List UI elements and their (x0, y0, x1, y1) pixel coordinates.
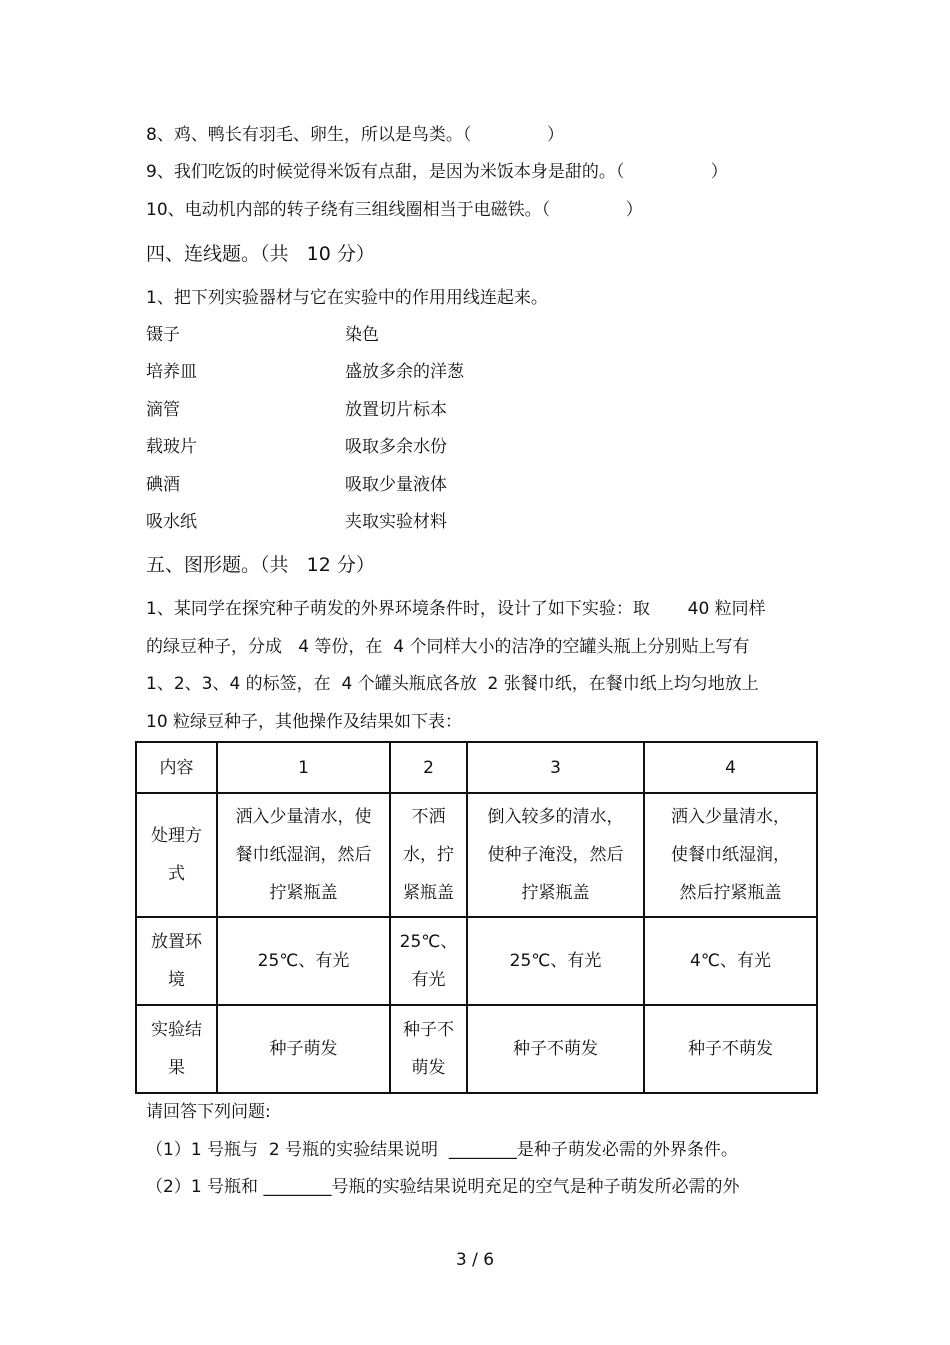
section5-intro-line: 1、某同学在探究种子萌发的外界环境条件时，设计了如下实验：取 40 粒同样 (146, 599, 766, 619)
cell-line: 处理方 (151, 826, 202, 846)
cell-line: 萌发 (411, 1058, 446, 1078)
header-cell: 4 (644, 742, 817, 793)
tool-item: 吸水纸 (146, 512, 197, 532)
tool-item: 镊子 (146, 325, 180, 345)
cell-line: 使餐巾纸湿润， (671, 845, 790, 865)
tool-item: 培养皿 (146, 362, 197, 382)
table-cell (136, 793, 217, 917)
cell-line: 有光 (411, 970, 446, 990)
cell-line: 拧紧瓶盖 (269, 883, 338, 903)
table-cell (644, 917, 817, 1005)
cell-line: 种子萌发 (269, 1039, 338, 1059)
header-cell: 1 (217, 742, 390, 793)
answer-prompt: 请回答下列问题: (146, 1102, 271, 1122)
question-2: （2）1 号瓶和 ________号瓶的实验结果说明充足的空气是种子萌发所必需的外 (146, 1177, 740, 1197)
judge-item-9: 9、我们吃饭的时候觉得米饭有点甜，是因为米饭本身是甜的。（ ） (146, 162, 728, 182)
section4-question: 1、把下列实验器材与它在实验中的作用用线连起来。 (146, 288, 548, 308)
table-cell (390, 1005, 467, 1093)
table-cell (644, 1005, 817, 1093)
use-item: 放置切片标本 (345, 400, 447, 420)
section5-intro-line: 的绿豆种子，分成 4 等份，在 4 个同样大小的洁净的空罐头瓶上分别贴上写有 (146, 637, 750, 657)
cell-line: 式 (168, 864, 185, 884)
tool-item: 碘酒 (146, 475, 180, 495)
use-item: 染色 (345, 325, 379, 345)
table-cell (467, 793, 644, 917)
cell-line: 实验结 (151, 1020, 202, 1040)
section5-heading: 五、图形题。（共 12 分） (146, 554, 375, 576)
table-cell (217, 1005, 390, 1093)
cell-line: 拧紧瓶盖 (521, 883, 590, 903)
table-cell (390, 793, 467, 917)
use-item: 吸取少量液体 (345, 475, 447, 495)
tool-item: 滴管 (146, 400, 180, 420)
table-cell (644, 793, 817, 917)
use-item: 夹取实验材料 (345, 512, 447, 532)
section5-intro-line: 1、2、3、4 的标签，在 4 个罐头瓶底各放 2 张餐巾纸，在餐巾纸上均匀地放上 (146, 674, 759, 694)
cell-line: 境 (168, 970, 185, 990)
cell-line: 放置环 (151, 932, 202, 952)
cell-line: 种子不 (403, 1020, 454, 1040)
header-cell: 3 (467, 742, 644, 793)
tool-item: 载玻片 (146, 437, 197, 457)
judge-item-8: 8、鸡、鸭长有羽毛、卵生，所以是鸟类。（ ） (146, 125, 564, 145)
cell-line: 倒入较多的清水， (487, 807, 624, 827)
cell-line: 不洒 (411, 807, 446, 827)
table-row (136, 917, 817, 1005)
table-cell (390, 917, 467, 1005)
cell-line: 种子不萌发 (513, 1039, 598, 1059)
cell-line: 水，拧 (403, 845, 454, 865)
cell-line: 种子不萌发 (688, 1039, 773, 1059)
table-cell (136, 917, 217, 1005)
header-cell: 2 (390, 742, 467, 793)
header-cell: 内容 (136, 742, 217, 793)
table-cell (217, 793, 390, 917)
use-item: 吸取多余水份 (345, 437, 447, 457)
section4-heading: 四、连线题。（共 10 分） (146, 243, 375, 265)
cell-line: 餐巾纸湿润，然后 (235, 845, 372, 865)
cell-line: 洒入少量清水， (671, 807, 790, 827)
table-cell (467, 1005, 644, 1093)
page-number: 3 / 6 (455, 1250, 495, 1270)
question-1: （1）1 号瓶与 2 号瓶的实验结果说明 ________是种子萌发必需的外界条件。 (146, 1140, 738, 1160)
section5-intro-line: 10 粒绿豆种子，其他操作及结果如下表： (146, 712, 463, 732)
use-item: 盛放多余的洋葱 (345, 362, 464, 382)
cell-line: 使种子淹没，然后 (487, 845, 624, 865)
table-cell (467, 917, 644, 1005)
table-row (136, 793, 817, 917)
table-row (136, 1005, 817, 1093)
cell-line: 25℃、有光 (257, 951, 350, 971)
cell-line: 洒入少量清水，使 (235, 807, 372, 827)
cell-line: 25℃、有光 (509, 951, 602, 971)
cell-line: 25℃、 (399, 932, 458, 952)
cell-line: 果 (168, 1058, 185, 1078)
cell-line: 然后拧紧瓶盖 (679, 883, 782, 903)
cell-line: 4℃、有光 (690, 951, 771, 971)
table-cell (217, 917, 390, 1005)
table-header-row (136, 742, 817, 793)
table-cell (136, 1005, 217, 1093)
judge-item-10: 10、电动机内部的转子绕有三组线圈相当于电磁铁。（ ） (146, 200, 643, 220)
cell-line: 紧瓶盖 (403, 883, 454, 903)
experiment-table (135, 741, 818, 1094)
